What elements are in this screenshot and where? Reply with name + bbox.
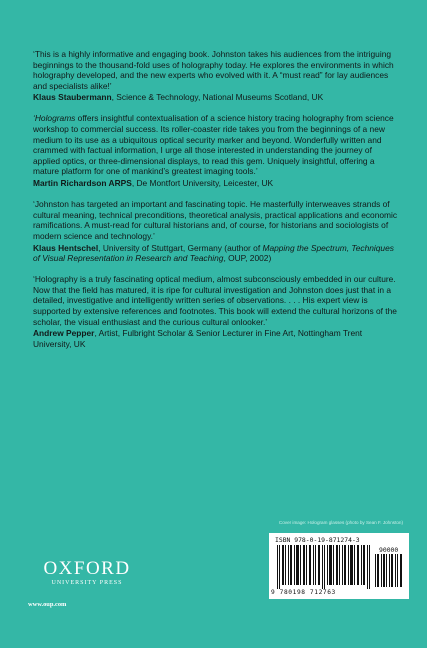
addon-barcode <box>375 554 403 587</box>
endorsement-quote: ‘Holography is a truly fascinating optical medium, almost subconsciously embedded in our culture. Now that the field has matured, it is ripe for cultural investigation and Johnston does just that in a detailed, investigative and intelligently written series of observations. . . . His expert view is supported by extensive references and footnotes. This book will extend the cultural horizons of the scholar, the visual enthusiast and the curious cultural onlooker.’ <box>33 274 397 327</box>
endorser-affiliation: , De Montfort University, Leicester, UK <box>131 178 274 189</box>
endorsement-quote <box>33 113 399 177</box>
endorsements <box>33 49 399 360</box>
endorser-name: Martin Richardson ARPS <box>33 178 132 189</box>
endorsement-attribution <box>33 243 399 264</box>
endorsement <box>33 274 399 349</box>
endorser-name: Klaus Staubermann <box>33 92 112 103</box>
barcode-panel <box>269 533 409 599</box>
book-title-mention: ‘Holograms <box>33 113 76 124</box>
endorsement-quote: ‘This is a highly informative and engaging book. Johnston takes his audiences from the intriguing beginnings to the thousand-fold uses of holography today. He explores the environments in which holography developed, and the new experts who evolved with it. A “must read” for lay audiences and specialists alike!’ <box>33 49 394 91</box>
publisher-logo <box>28 559 146 587</box>
referenced-book-title: Mapping the Spectrum, Techniques of Visual Representation in Research and Teaching <box>33 242 394 264</box>
publisher-press-line: UNIVERSITY PRESS <box>51 580 123 586</box>
isbn-text: ISBN 978-0-19-871274-3 <box>275 536 360 544</box>
endorsement <box>33 113 399 188</box>
endorsement-quote: ‘Johnston has targeted an important and fascinating topic. He masterfully interweaves strands of cultural meaning, technical preconditions, theoretical analysis, practical applications and economic ramifications. A must-read for cultural historians and, of course, for historians and sociologists of modern science and technology.’ <box>33 199 398 241</box>
publisher-url: www.oup.com <box>28 601 67 608</box>
publisher-wordmark: OXFORD <box>43 558 131 579</box>
endorser-affiliation-end: , OUP, 2002) <box>223 253 272 264</box>
endorsement <box>33 199 399 264</box>
endorsement-attribution <box>33 178 399 189</box>
cover-image-credit: Cover image: Hologram glasses (photo by Sean F. Johnston) <box>278 520 403 525</box>
endorser-affiliation: , University of Stuttgart, Germany (author of <box>98 242 263 253</box>
price-code: 90000 <box>379 546 399 554</box>
endorsement-quote-text: offers insightful contextualisation of a science history tracing holography from science workshop to commercial success. Its roller-coaster ride takes you from the beginnings of a new medium to its use as a ubiquitous optical security marker and beyond. Wonderfully written and crammed with factual information, I urge all those interested in understanding the journey of applied optics, or three-dimensional displays, to read this gem. Uniquely insightful, offering a mature platform for one of mankind’s greatest imaging tools.’ <box>33 113 394 177</box>
endorsement-attribution <box>33 328 399 349</box>
endorser-affiliation: , Artist, Fulbright Scholar & Senior Lecturer in Fine Art, Nottingham Trent University, UK <box>33 328 363 349</box>
endorser-name: Andrew Pepper <box>33 328 95 339</box>
endorser-name: Klaus Hentschel <box>33 242 99 253</box>
endorser-affiliation: , Science & Technology, National Museums Scotland, UK <box>111 92 324 103</box>
endorsement <box>33 49 399 103</box>
ean-digits: 9 780198 712763 <box>271 589 336 596</box>
ean-barcode <box>277 545 371 589</box>
endorsement-attribution <box>33 92 399 103</box>
